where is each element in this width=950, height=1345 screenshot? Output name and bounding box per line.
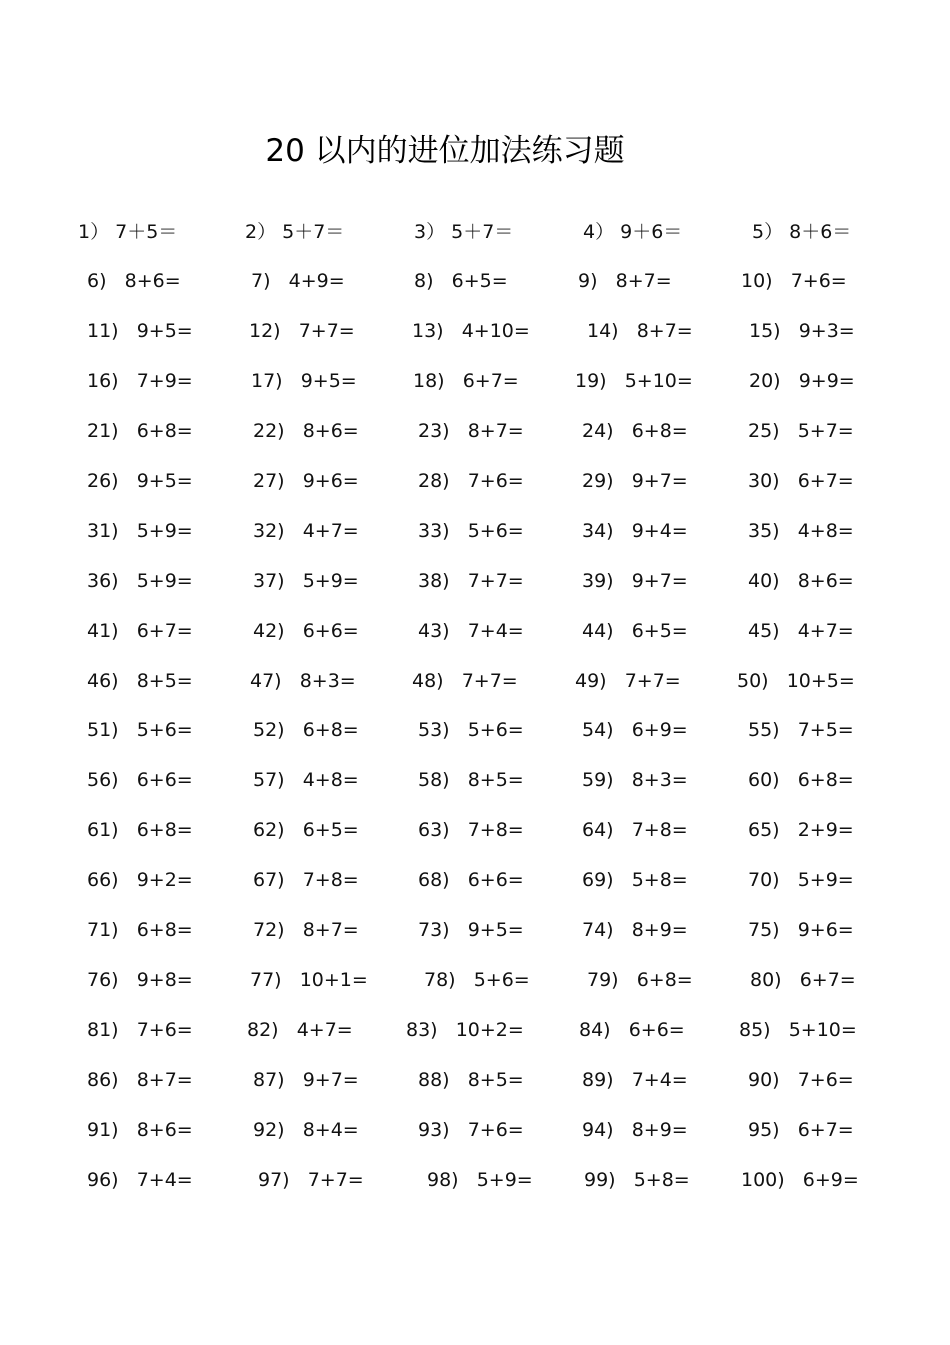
problem-16: 16) 7+9= [87, 370, 193, 392]
problem-7: 7) 4+9= [251, 270, 345, 292]
problem-93: 93) 7+6= [418, 1119, 524, 1141]
problem-48: 48) 7+7= [412, 670, 518, 692]
problem-61: 61) 6+8= [87, 819, 193, 841]
problem-63: 63) 7+8= [418, 819, 524, 841]
problem-76: 76) 9+8= [87, 969, 193, 991]
problem-60: 60) 6+8= [748, 769, 854, 791]
problem-74: 74) 8+9= [582, 919, 688, 941]
problem-99: 99) 5+8= [584, 1169, 690, 1191]
problem-88: 88) 8+5= [418, 1069, 524, 1091]
problem-100: 100) 6+9= [741, 1169, 859, 1191]
problem-11: 11) 9+5= [87, 320, 193, 342]
problem-96: 96) 7+4= [87, 1169, 193, 1191]
problem-54: 54) 6+9= [582, 719, 688, 741]
problem-85: 85) 5+10= [739, 1019, 857, 1041]
problem-62: 62) 6+5= [253, 819, 359, 841]
problem-59: 59) 8+3= [582, 769, 688, 791]
problem-27: 27) 9+6= [253, 470, 359, 492]
problem-50: 50) 10+5= [737, 670, 855, 692]
problem-45: 45) 4+7= [748, 620, 854, 642]
problem-53: 53) 5+6= [418, 719, 524, 741]
problem-40: 40) 8+6= [748, 570, 854, 592]
problem-73: 73) 9+5= [418, 919, 524, 941]
problem-18: 18) 6+7= [413, 370, 519, 392]
problem-51: 51) 5+6= [87, 719, 193, 741]
problem-87: 87) 9+7= [253, 1069, 359, 1091]
problem-10: 10) 7+6= [741, 270, 847, 292]
problem-22: 22) 8+6= [253, 420, 359, 442]
problem-72: 72) 8+7= [253, 919, 359, 941]
problem-58: 58) 8+5= [418, 769, 524, 791]
problem-32: 32) 4+7= [253, 520, 359, 542]
problem-84: 84) 6+6= [579, 1019, 685, 1041]
problem-82: 82) 4+7= [247, 1019, 353, 1041]
problem-92: 92) 8+4= [253, 1119, 359, 1141]
problem-20: 20) 9+9= [749, 370, 855, 392]
problem-29: 29) 9+7= [582, 470, 688, 492]
problem-28: 28) 7+6= [418, 470, 524, 492]
problem-34: 34) 9+4= [582, 520, 688, 542]
problem-5: 5） 8＋6＝ [752, 221, 852, 243]
problem-83: 83) 10+2= [406, 1019, 524, 1041]
problem-80: 80) 6+7= [750, 969, 856, 991]
problem-9: 9) 8+7= [578, 270, 672, 292]
problem-35: 35) 4+8= [748, 520, 854, 542]
problem-19: 19) 5+10= [575, 370, 693, 392]
problem-37: 37) 5+9= [253, 570, 359, 592]
problem-79: 79) 6+8= [587, 969, 693, 991]
problem-52: 52) 6+8= [253, 719, 359, 741]
problem-71: 71) 6+8= [87, 919, 193, 941]
problem-66: 66) 9+2= [87, 869, 193, 891]
problem-17: 17) 9+5= [251, 370, 357, 392]
problem-42: 42) 6+6= [253, 620, 359, 642]
problem-69: 69) 5+8= [582, 869, 688, 891]
problem-14: 14) 8+7= [587, 320, 693, 342]
problem-57: 57) 4+8= [253, 769, 359, 791]
problem-47: 47) 8+3= [250, 670, 356, 692]
problem-68: 68) 6+6= [418, 869, 524, 891]
problem-25: 25) 5+7= [748, 420, 854, 442]
problem-89: 89) 7+4= [582, 1069, 688, 1091]
problem-8: 8) 6+5= [414, 270, 508, 292]
problem-81: 81) 7+6= [87, 1019, 193, 1041]
page-title: 20 以内的进位加法练习题 [265, 133, 625, 169]
problem-4: 4） 9＋6＝ [583, 221, 683, 243]
problem-23: 23) 8+7= [418, 420, 524, 442]
problem-78: 78) 5+6= [424, 969, 530, 991]
problem-26: 26) 9+5= [87, 470, 193, 492]
problem-95: 95) 6+7= [748, 1119, 854, 1141]
problem-31: 31) 5+9= [87, 520, 193, 542]
problem-41: 41) 6+7= [87, 620, 193, 642]
problem-70: 70) 5+9= [748, 869, 854, 891]
problem-39: 39) 9+7= [582, 570, 688, 592]
problem-46: 46) 8+5= [87, 670, 193, 692]
problem-21: 21) 6+8= [87, 420, 193, 442]
problem-90: 90) 7+6= [748, 1069, 854, 1091]
problem-44: 44) 6+5= [582, 620, 688, 642]
problem-3: 3） 5＋7＝ [414, 221, 514, 243]
problem-86: 86) 8+7= [87, 1069, 193, 1091]
problem-1: 1） 7＋5＝ [78, 221, 178, 243]
problem-30: 30) 6+7= [748, 470, 854, 492]
problem-43: 43) 7+4= [418, 620, 524, 642]
problem-13: 13) 4+10= [412, 320, 530, 342]
problem-2: 2） 5＋7＝ [245, 221, 345, 243]
problem-55: 55) 7+5= [748, 719, 854, 741]
problem-94: 94) 8+9= [582, 1119, 688, 1141]
problem-98: 98) 5+9= [427, 1169, 533, 1191]
problem-49: 49) 7+7= [575, 670, 681, 692]
problem-97: 97) 7+7= [258, 1169, 364, 1191]
problem-91: 91) 8+6= [87, 1119, 193, 1141]
problem-75: 75) 9+6= [748, 919, 854, 941]
problem-56: 56) 6+6= [87, 769, 193, 791]
problem-64: 64) 7+8= [582, 819, 688, 841]
problem-24: 24) 6+8= [582, 420, 688, 442]
problem-67: 67) 7+8= [253, 869, 359, 891]
problem-33: 33) 5+6= [418, 520, 524, 542]
problem-38: 38) 7+7= [418, 570, 524, 592]
problem-65: 65) 2+9= [748, 819, 854, 841]
problem-77: 77) 10+1= [250, 969, 368, 991]
problem-12: 12) 7+7= [249, 320, 355, 342]
problem-36: 36) 5+9= [87, 570, 193, 592]
problem-15: 15) 9+3= [749, 320, 855, 342]
problem-6: 6) 8+6= [87, 270, 181, 292]
